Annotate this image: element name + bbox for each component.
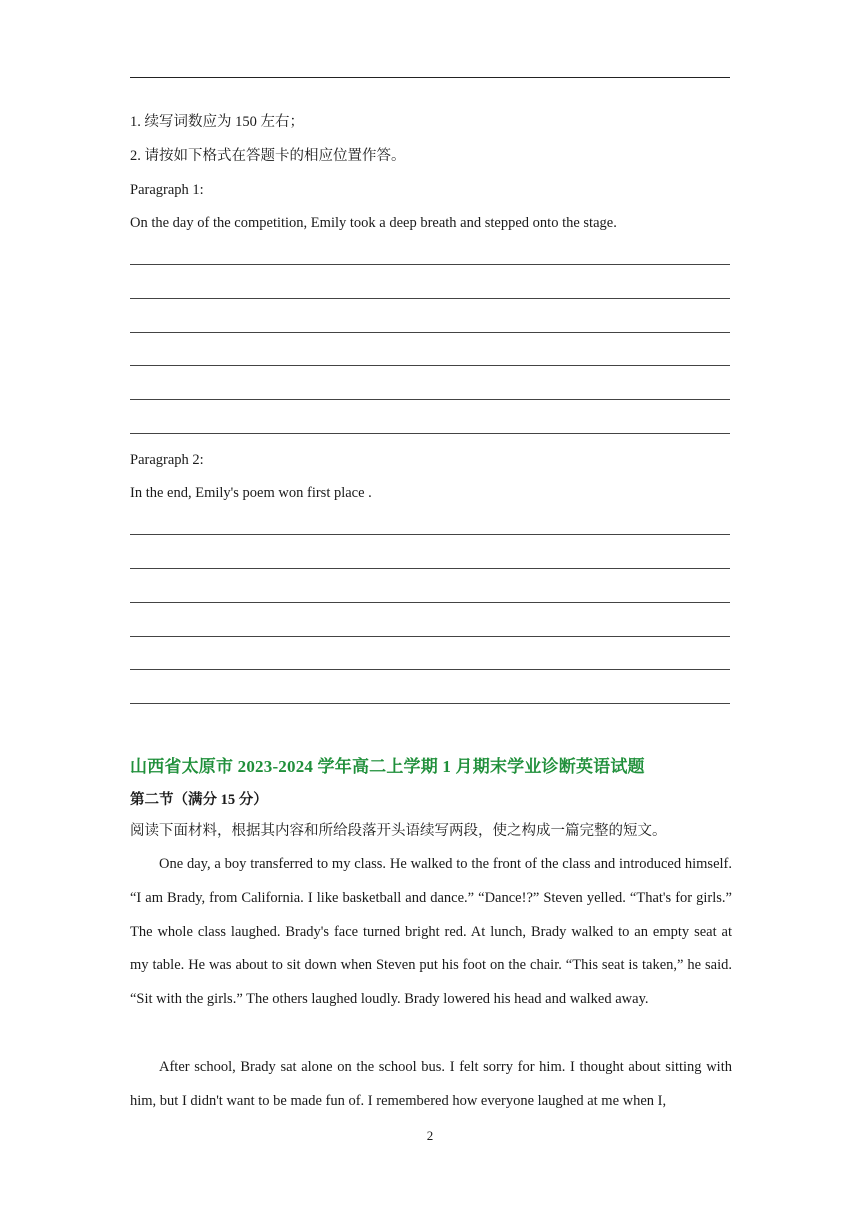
requirement-1: 1. 续写词数应为 150 左右； xyxy=(130,114,304,130)
paragraph2-label: Paragraph 2: xyxy=(130,452,204,468)
answer-line xyxy=(130,365,730,366)
answer-line xyxy=(130,669,730,670)
answer-line xyxy=(130,534,730,535)
answer-line xyxy=(130,568,730,569)
exam-title: 山西省太原市 2023-2024 学年高二上学期 1 月期末学业诊断英语试题 xyxy=(130,757,645,776)
paragraph2-opening: In the end, Emily's poem won first place . xyxy=(130,485,372,501)
page-number: 2 xyxy=(426,1128,434,1143)
paragraph1-opening: On the day of the competition, Emily took a deep breath and stepped onto the stage. xyxy=(130,215,617,231)
paragraph1-label: Paragraph 1: xyxy=(130,182,204,198)
requirement-2: 2. 请按如下格式在答题卡的相应位置作答。 xyxy=(130,148,406,164)
answer-line xyxy=(130,298,730,299)
answer-line xyxy=(130,602,730,603)
answer-line xyxy=(130,332,730,333)
answer-line xyxy=(130,636,730,637)
answer-line xyxy=(130,264,730,265)
story-paragraph: After school, Brady sat alone on the school bus. I felt sorry for him. I thought about sitting with him, but I didn't want to be made fun of. I remembered how everyone laughed at me when I, xyxy=(130,1059,732,1109)
story-paragraph: One day, a boy transferred to my class. He walked to the front of the class and introduced himself. “I am Brady, from California. I like basketball and dance.” “Dance!?” Steven yelled. “That's for girls.” The whole class laughed. Brady's face turned bright red. At lunch, Brady walked to an empty seat at my table. He was about to sit down when Steven put his foot on the chair. “This seat is taken,” he said. “Sit with the girls.” The others laughed loudly. Brady lowered his head and walked away. xyxy=(130,856,732,1008)
answer-line xyxy=(130,703,730,704)
answer-line xyxy=(130,399,730,400)
answer-line xyxy=(130,433,730,434)
section-subtitle: 第二节（满分 15 分） xyxy=(130,792,268,808)
section-instruction: 阅读下面材料，根据其内容和所给段落开头语续写两段，使之构成一篇完整的短文。 xyxy=(130,823,667,839)
header-rule xyxy=(130,77,730,78)
